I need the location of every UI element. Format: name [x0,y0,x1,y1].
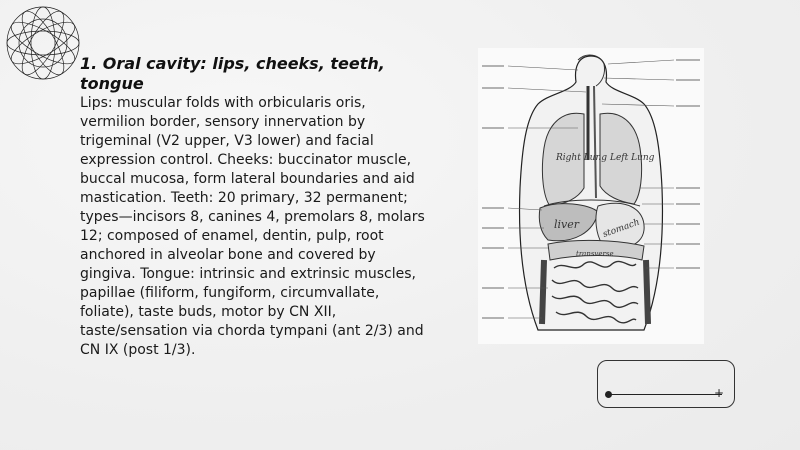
slide-body-text: Lips: muscular folds with orbicularis oris, vermilion border, sensory innervation by trigeminal (V2 upper, V3 lower) and facial expression control. Cheeks: buccinator muscle, buccal mucosa, form lateral boundaries and aid mastication. Teeth: 20 primary, 32 permanent; types—incisors 8, canines 4, premolars 8, molars 12; composed of enamel, dentin, pulp, root anchored in alveolar bone and covered by gingiva. Tongue: intrinsic and extrinsic muscles, papillae (filiform, fungiform, circumvallate, foliate), taste buds, motor by CN XII, taste/sensation via chorda tympani (ant 2/3) and CN IX (post 1/3). [80,95,425,358]
dot-icon[interactable] [605,391,612,398]
transverse-colon-label: transverse [576,250,614,258]
spirograph-ornament-icon [4,4,82,82]
slide-title: 1. Oral cavity: lips, cheeks, teeth, tongue [80,54,385,93]
media-control-bar[interactable] [597,360,735,408]
stomach-label: stomach [601,217,642,240]
digestive-system-illustration [478,48,704,344]
media-progress-track[interactable] [608,394,722,395]
anatomy-diagram [478,48,704,344]
right-lung-label: Right Lung [556,153,608,163]
plus-icon[interactable]: + [713,386,724,400]
left-lung-label: Left Lung [610,153,655,163]
liver-label: liver [554,218,580,231]
